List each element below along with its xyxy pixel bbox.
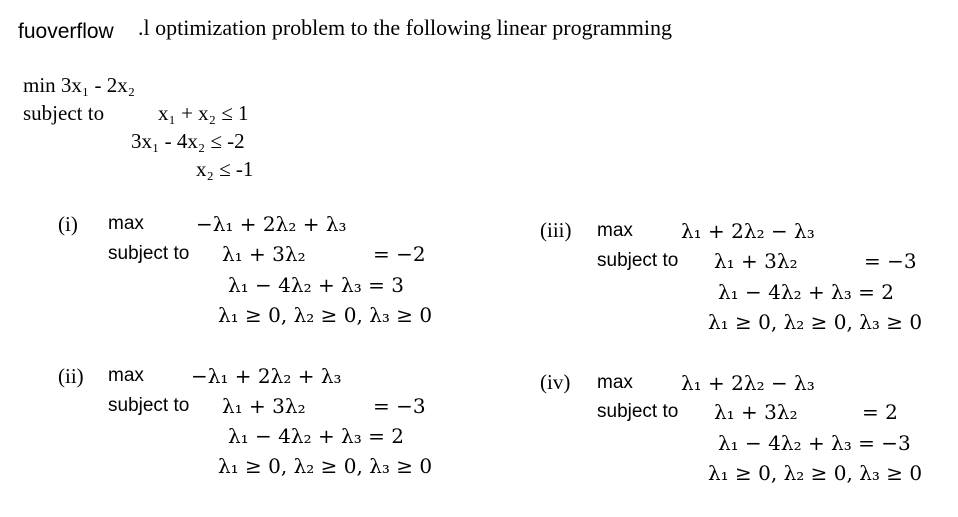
- dual-objective: λ₁ + 2λ₂ − λ₃: [681, 371, 815, 395]
- subject-to-label: subject to: [597, 250, 679, 271]
- constraint-1-lhs: λ₁ + 3λ₂: [714, 400, 798, 424]
- nonnegativity: λ₁ ≥ 0, λ₂ ≥ 0, λ₃ ≥ 0: [218, 303, 433, 327]
- subject-to-label: subject to: [597, 401, 679, 422]
- dual-objective: −λ₁ + 2λ₂ + λ₃: [196, 212, 347, 236]
- primal-objective: min 3x₁ - 2x₂: [23, 73, 136, 97]
- subject-to-label: subject to: [108, 243, 190, 264]
- nonnegativity: λ₁ ≥ 0, λ₂ ≥ 0, λ₃ ≥ 0: [218, 454, 433, 478]
- option-label: (iii): [540, 218, 572, 242]
- primal-constraint-3: x₂ ≤ -1: [196, 157, 254, 181]
- primal-constraint-2: 3x₁ - 4x₂ ≤ -2: [131, 129, 245, 153]
- constraint-2: λ₁ − 4λ₂ + λ₃ = 2: [718, 280, 894, 304]
- subject-to-label: subject to: [108, 395, 190, 416]
- constraint-1-lhs: λ₁ + 3λ₂: [222, 394, 306, 418]
- brand-watermark: fuoverflow: [18, 20, 114, 43]
- max-label: max: [597, 220, 633, 241]
- constraint-2: λ₁ − 4λ₂ + λ₃ = −3: [718, 431, 911, 455]
- constraint-1-rhs: = −2: [373, 242, 426, 266]
- constraint-1-lhs: λ₁ + 3λ₂: [222, 242, 306, 266]
- dual-objective: −λ₁ + 2λ₂ + λ₃: [191, 364, 342, 388]
- question-text: .l optimization problem to the following linear programming: [138, 15, 673, 40]
- constraint-1-lhs: λ₁ + 3λ₂: [714, 249, 798, 273]
- max-label: max: [597, 372, 633, 393]
- constraint-2: λ₁ − 4λ₂ + λ₃ = 3: [228, 273, 404, 297]
- option-label: (iv): [540, 370, 571, 394]
- constraint-1-rhs: = 2: [862, 400, 898, 424]
- dual-objective: λ₁ + 2λ₂ − λ₃: [681, 219, 815, 243]
- primal-constraint-1: x₁ + x₂ ≤ 1: [158, 101, 249, 125]
- constraint-2: λ₁ − 4λ₂ + λ₃ = 2: [228, 424, 404, 448]
- nonnegativity: λ₁ ≥ 0, λ₂ ≥ 0, λ₃ ≥ 0: [708, 461, 923, 485]
- max-label: max: [108, 365, 144, 386]
- option-label: (ii): [58, 364, 84, 388]
- option-label: (i): [58, 212, 78, 236]
- primal-subject-to: subject to: [23, 101, 105, 125]
- constraint-1-rhs: = −3: [373, 394, 426, 418]
- constraint-1-rhs: = −3: [864, 249, 917, 273]
- max-label: max: [108, 213, 144, 234]
- nonnegativity: λ₁ ≥ 0, λ₂ ≥ 0, λ₃ ≥ 0: [708, 310, 923, 334]
